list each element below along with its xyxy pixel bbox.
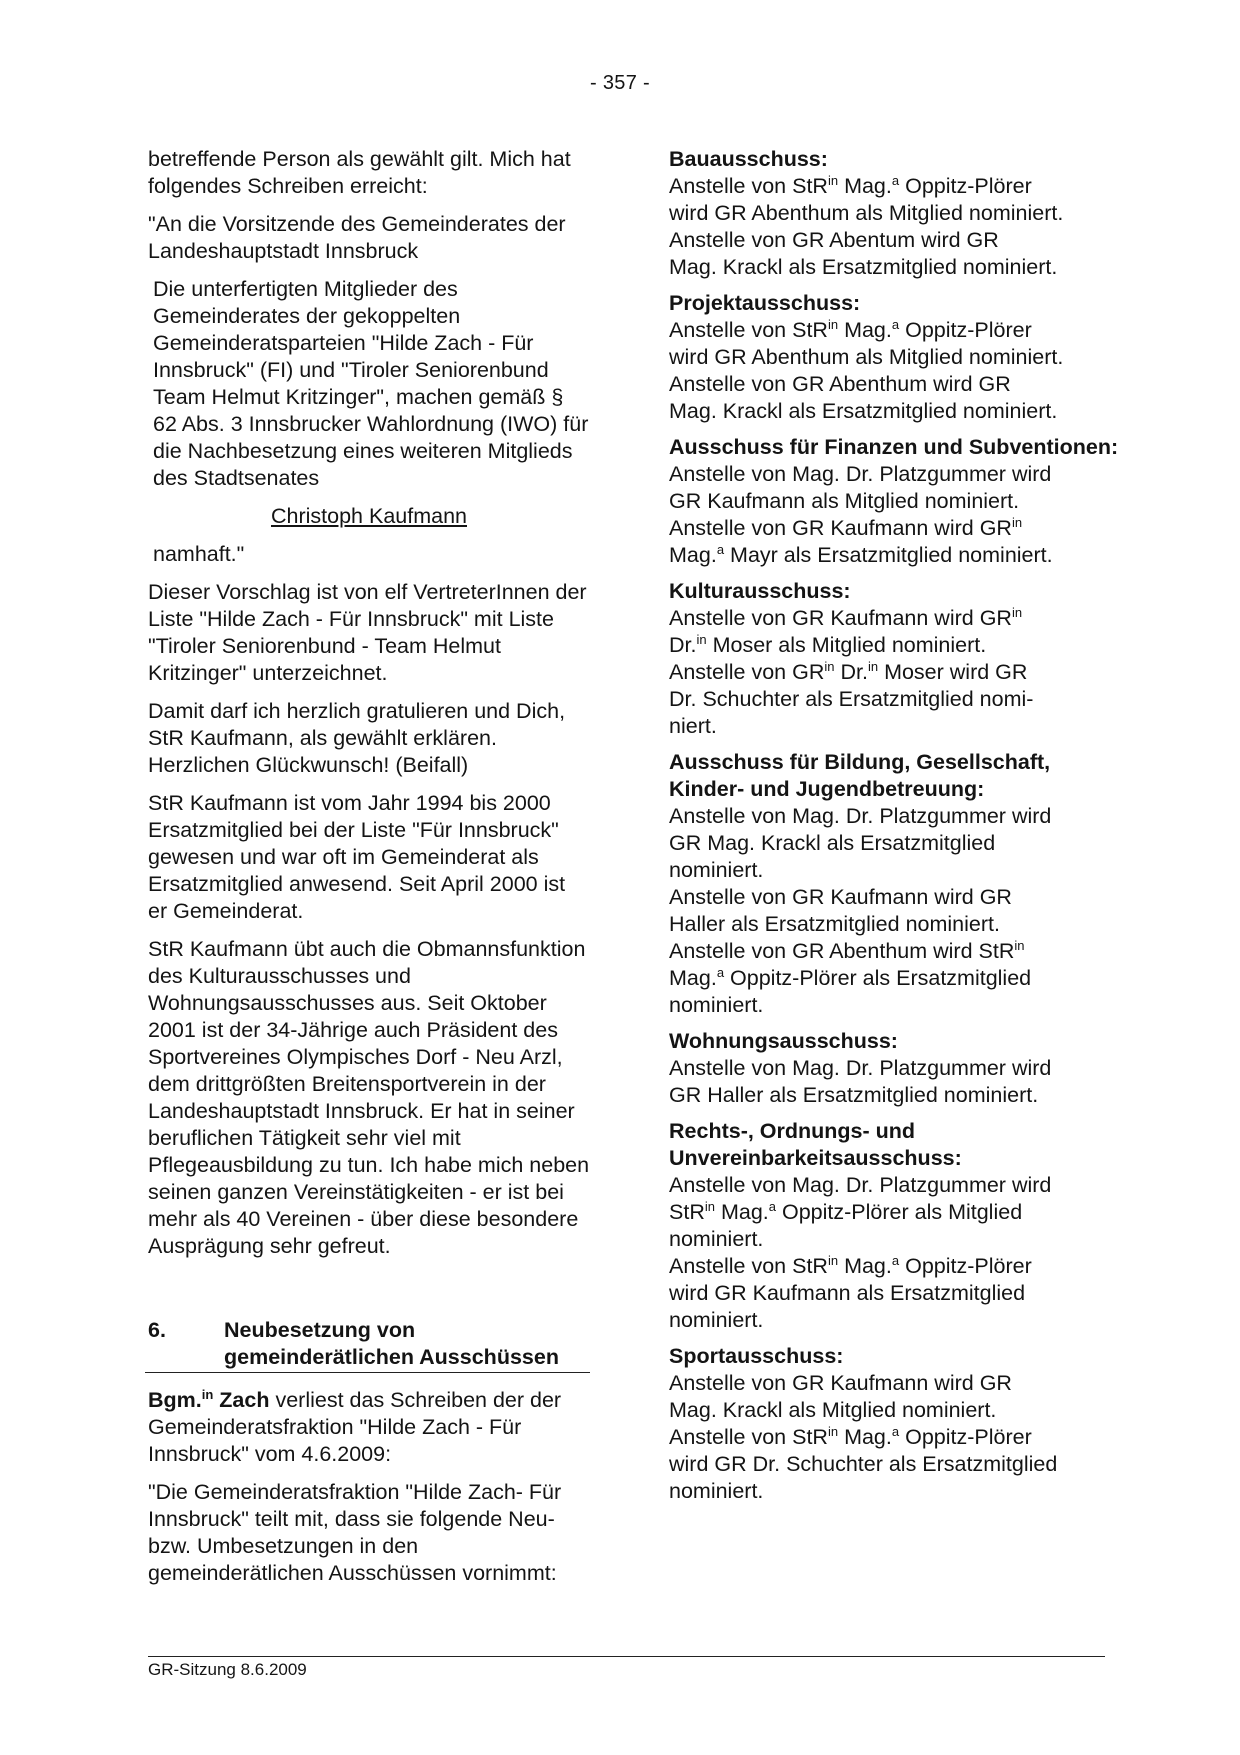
paragraph: Bgm.$^{in}$ Zach verliest das Schreiben der der Gemeinderatsfraktion "Hilde Zach - Für Innsbruck" vom 4.6.2009: [148, 1387, 562, 1466]
committee-title: Rechts-, Ordnungs- und Unvereinbarkeitsausschuss: [669, 1119, 962, 1170]
committee-kultur: Kulturausschuss: Anstelle von GR Kaufmann wird $GR^{in}$ Dr.$^{in}$ Moser als Mitglied nominiert. Anstelle von $GR^{in}$ Dr.$^{in}$ Moser wird GR Dr. Schuchter als Ersatzmitglied nomi- niert. [669, 578, 1121, 740]
letter-closing: namhaft." [153, 542, 245, 566]
right-column [669, 146, 1121, 1514]
committee-bildung: Ausschuss für Bildung, Gesellschaft, Kinder- und Jugendbetreuung: Anstelle von Mag. Dr. Platzgummer wird GR Mag. Krackl als Ersatzmitglied nominiert. Anstelle von GR Kaufmann wird GR Haller als Ersatzmitglied nominiert. Anstelle von GR Abenthum wird StR$^{in}$ Mag.$^a$ Oppitz-Plörer als Ersatzmitglied nominiert. [669, 749, 1121, 1019]
committee-recht: Rechts-, Ordnungs- und Unvereinbarkeitsausschuss: Anstelle von Mag. Dr. Platzgummer wird StR$^{in}$ Mag.$^a$ Oppitz-Plörer als Mitglied nominiert. Anstelle von StR$^{in}$ Mag.$^a$ Oppitz-Plörer wird GR Kaufmann als Ersatzmitglied nominiert. [669, 1118, 1121, 1334]
committee-title: Sportausschuss: [669, 1344, 844, 1368]
committee-wohnung: Wohnungsausschuss: Anstelle von Mag. Dr. Platzgummer wird GR Haller als Ersatzmitglied nominiert. [669, 1028, 1121, 1109]
section-number: 6. [148, 1318, 166, 1342]
letter-quote: "Die Gemeinderatsfraktion "Hilde Zach- Für Innsbruck" teilt mit, dass sie folgende Neu- bzw. Umbesetzungen in den gemeinderätlichen Ausschüssen vornimmt: [148, 1480, 562, 1585]
committee-title: Kulturausschuss: [669, 579, 851, 603]
committee-sport: Sportausschuss: Anstelle von GR Kaufmann wird GR Mag. Krackl als Mitglied nominiert. Anstelle von StR$^{in}$ Mag.$^a$ Oppitz-Plörer wird GR Dr. Schuchter als Ersatzmitglied nominiert. [669, 1343, 1121, 1505]
paragraph: StR Kaufmann übt auch die Obmannsfunktion des Kulturausschusses und Wohnungsausschusses aus. Seit Oktober 2001 ist der 34-Jährige auch Präsident des Sportvereines Olympisches Dorf - Neu Arzl, dem drittgrößten Breitensportverein in der Landeshauptstadt Innsbruck. Er hat in seiner beruflichen Tätigkeit sehr viel mit Pflegeausbildung zu tun. Ich habe mich neben seinen ganzen Vereinstätigkeiten - er ist bei mehr als 40 Vereinen - über diese besondere Ausprägung sehr gefreut. [148, 937, 590, 1258]
committee-title: Ausschuss für Finanzen und Subventionen: [669, 435, 1119, 459]
paragraph: Dieser Vorschlag ist von elf VertreterInnen der Liste "Hilde Zach - Für Innsbruck" mit Liste "Tiroler Seniorenbund - Team Helmut Kritzinger" unterzeichnet. [148, 580, 587, 685]
committee-projekt: Projektausschuss: Anstelle von StR$^{in}$ Mag.$^a$ Oppitz-Plörer wird GR Abenthum als Mitglied nominiert. Anstelle von GR Abenthum wird GR Mag. Krackl als Ersatzmitglied nominiert. [669, 290, 1121, 425]
committee-title: Ausschuss für Bildung, Gesellschaft, Kinder- und Jugendbetreuung: [669, 750, 1051, 801]
paragraph: StR Kaufmann ist vom Jahr 1994 bis 2000 Ersatzmitglied bei der Liste "Für Innsbruck" gewesen und war oft im Gemeinderat als Ersatzmitglied anwesend. Seit April 2000 ist er Gemeinderat. [148, 791, 566, 923]
section-heading [145, 1317, 590, 1373]
speaker-title: Bgm. [148, 1388, 202, 1412]
footer-text: GR-Sitzung 8.6.2009 [148, 1660, 307, 1679]
committee-title: Projektausschuss: [669, 291, 861, 315]
committee-title: Bauausschuss: [669, 147, 828, 171]
committee-finanzen: Ausschuss für Finanzen und Subventionen: Anstelle von Mag. Dr. Platzgummer wird GR Kaufmann als Mitglied nominiert. Anstelle von GR Kaufmann wird $GR^{in}$ Mag.$^a$ Mayr als Ersatzmitglied nominiert. [669, 434, 1121, 569]
section-title: Neubesetzung von gemeinderätlichen Ausschüssen [224, 1318, 559, 1369]
left-column [148, 146, 590, 1598]
paragraph: betreffende Person als gewählt gilt. Mich hat folgendes Schreiben erreicht: [148, 147, 571, 198]
nominee-name: Christoph Kaufmann [271, 504, 467, 528]
speaker-name: Zach [219, 1388, 270, 1412]
letter-body: Die unterfertigten Mitglieder des Gemeinderates der gekoppelten Gemeinderatsparteien "Hilde Zach - Für Innsbruck" (FI) und "Tiroler Seniorenbund Team Helmut Kritzinger", machen gemäß § 62 Abs. 3 Innsbrucker Wahlordnung (IWO) für die Nachbesetzung eines weiteren Mitglieds des Stadtsenates [153, 277, 589, 490]
committee-title: Wohnungsausschuss: [669, 1029, 898, 1053]
page-number: - 357 - [590, 72, 650, 94]
paragraph: Damit darf ich herzlich gratulieren und Dich, StR Kaufmann, als gewählt erklären. Herzlichen Glückwunsch! (Beifall) [148, 699, 566, 777]
footer-divider [148, 1656, 1105, 1657]
committee-bau: Bauausschuss: Anstelle von StR$^{in}$ Mag.$^a$ Oppitz-Plörer wird GR Abenthum als Mitglied nominiert. Anstelle von GR Abentum wird GR Mag. Krackl als Ersatzmitglied nominiert. [669, 146, 1121, 281]
letter-address: "An die Vorsitzende des Gemeinderates der Landeshauptstadt Innsbruck [148, 212, 566, 263]
